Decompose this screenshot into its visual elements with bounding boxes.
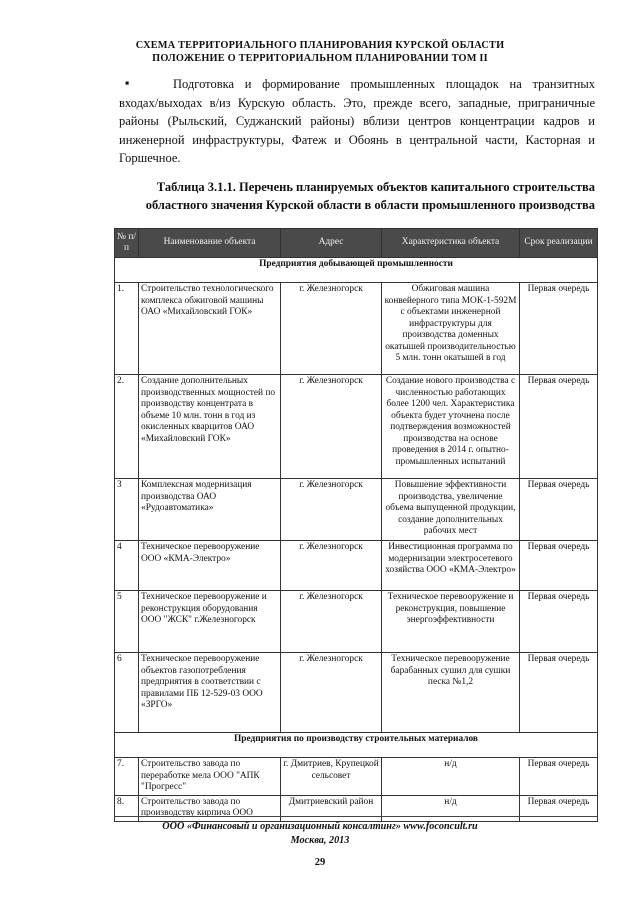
page-number: 29 xyxy=(314,857,326,868)
cell-address: г. Железногорск xyxy=(281,283,382,375)
document-header-line1: СХЕМА ТЕРРИТОРИАЛЬНОГО ПЛАНИРОВАНИЯ КУРСКОЙ ОБЛАСТИ xyxy=(135,40,505,51)
cell-num: 5 xyxy=(115,591,139,653)
cell-address: г. Железногорск xyxy=(281,653,382,733)
header-num: № п/п xyxy=(115,229,139,258)
cell-name: Техническое перевооружение и реконструкция оборудования ООО "ЖСК" г.Железногорск xyxy=(139,591,281,653)
section-row xyxy=(115,258,598,283)
cell-term: Первая очередь xyxy=(520,591,598,653)
cell-term: Первая очередь xyxy=(520,375,598,479)
cell-term: Первая очередь xyxy=(520,795,598,821)
paragraph-line: районы (Рыльский, Суджанский районы) вблизи центров концентрации кадров и xyxy=(119,114,595,129)
cell-name: Строительство завода по производству кирпича ООО xyxy=(139,795,281,821)
header-characteristics: Характеристика объекта xyxy=(382,229,520,258)
table-caption xyxy=(100,178,595,214)
cell-address: г. Железногорск xyxy=(281,479,382,541)
paragraph-line: инженерной инфраструктуры, Фатеж и Обоянь в центральной части, Касторная и xyxy=(119,132,595,147)
cell-name: Комплексная модернизация производства ОАО «Рудоавтоматика» xyxy=(139,479,281,541)
paragraph-line: Подготовка и формирование промышленных площадок на транзитных xyxy=(173,77,595,91)
bullet-icon: ▪ xyxy=(125,76,130,90)
cell-num: 7. xyxy=(115,758,139,796)
cell-name: Техническое перевооружение ООО «КМА-Электро» xyxy=(139,541,281,591)
footer-company: ООО «Финансовый и организационный консалтинг» www.foconcult.ru xyxy=(162,821,478,832)
section-row xyxy=(115,733,598,758)
cell-term: Первая очередь xyxy=(520,541,598,591)
cell-address: г. Железногорск xyxy=(281,541,382,591)
cell-num: 6 xyxy=(115,653,139,733)
cell-characteristics: Инвестиционная программа по модернизации электросетевого хозяйства ООО «КМА-Электро» xyxy=(382,541,520,591)
cell-num: 2. xyxy=(115,375,139,479)
cell-characteristics: Создание нового производства с численностью работающих более 1200 чел. Характеристика объекта будет уточнена после подтверждения возможностей производства на основе проведения в 2014 г. опытно-промышленных испытаний xyxy=(382,375,520,479)
header-term: Срок реализации xyxy=(520,229,598,258)
cell-name: Строительство технологического комплекса обжиговой машины ОАО «Михайловский ГОК» xyxy=(139,283,281,375)
cell-term: Первая очередь xyxy=(520,758,598,796)
table-header-row xyxy=(115,229,598,258)
cell-address: г. Железногорск xyxy=(281,591,382,653)
table-row xyxy=(115,653,598,733)
cell-num: 1. xyxy=(115,283,139,375)
table-row xyxy=(115,758,598,796)
cell-num: 8. xyxy=(115,795,139,821)
cell-address: г. Железногорск xyxy=(281,375,382,479)
cell-term: Первая очередь xyxy=(520,479,598,541)
document-header-line2: ПОЛОЖЕНИЕ О ТЕРРИТОРИАЛЬНОМ ПЛАНИРОВАНИИ ТОМ II xyxy=(152,53,488,64)
body-paragraph xyxy=(119,75,595,168)
header-address: Адрес xyxy=(281,229,382,258)
cell-name: Создание дополнительных производственных мощностей по производству концентрата в объеме 10 млн. тонн в год из окисленных кварцитов ОАО «Михайловский ГОК» xyxy=(139,375,281,479)
table-row xyxy=(115,479,598,541)
section-title: Предприятия по производству строительных материалов xyxy=(115,733,598,758)
table-row xyxy=(115,795,598,821)
cell-name: Техническое перевооружение объектов газопотребления предприятия в соответствии с правилами ПБ 12-529-03 ООО «ЗРГО» xyxy=(139,653,281,733)
table-row xyxy=(115,283,598,375)
cell-characteristics: н/д xyxy=(382,758,520,796)
cell-name: Строительство завода по переработке мела ООО "АПК "Прогресс" xyxy=(139,758,281,796)
cell-term: Первая очередь xyxy=(520,283,598,375)
footer-divider xyxy=(114,816,597,817)
cell-address: Дмитриевский район xyxy=(281,795,382,821)
footer-city-year: Москва, 2013 xyxy=(290,835,350,846)
cell-characteristics: Техническое перевооружение барабанных сушил для сушки песка №1,2 xyxy=(382,653,520,733)
objects-table xyxy=(114,228,598,822)
table-row xyxy=(115,375,598,479)
table-row xyxy=(115,591,598,653)
cell-characteristics: Обжиговая машина конвейерного типа МОК-1-592М с объектами инженерной инфраструктуры для производства доменных окатышей производительностью 5 млн. тонн окатышей в год xyxy=(382,283,520,375)
cell-num: 4 xyxy=(115,541,139,591)
section-title: Предприятия добывающей промышленности xyxy=(115,258,598,283)
header-name: Наименование объекта xyxy=(139,229,281,258)
cell-characteristics: Повышение эффективности производства, увеличение объема выпущенной продукции, создание дополнительных рабочих мест xyxy=(382,479,520,541)
table-caption-line2: областного значения Курской области в области промышленного производства xyxy=(145,198,595,212)
cell-characteristics: н/д xyxy=(382,795,520,821)
cell-num: 3 xyxy=(115,479,139,541)
cell-characteristics: Техническое перевооружение и реконструкция, повышение энергоэффективности xyxy=(382,591,520,653)
table-caption-line1: Таблица 3.1.1. Перечень планируемых объектов капитального строительства xyxy=(156,180,595,194)
paragraph-line: Горшечное. xyxy=(119,151,181,166)
cell-term: Первая очередь xyxy=(520,653,598,733)
paragraph-line: входах/выходах в/из Курскую область. Это, прежде всего, западные, приграничные xyxy=(119,95,595,110)
table-row xyxy=(115,541,598,591)
cell-address: г. Дмитриев, Крупецкой сельсовет xyxy=(281,758,382,796)
